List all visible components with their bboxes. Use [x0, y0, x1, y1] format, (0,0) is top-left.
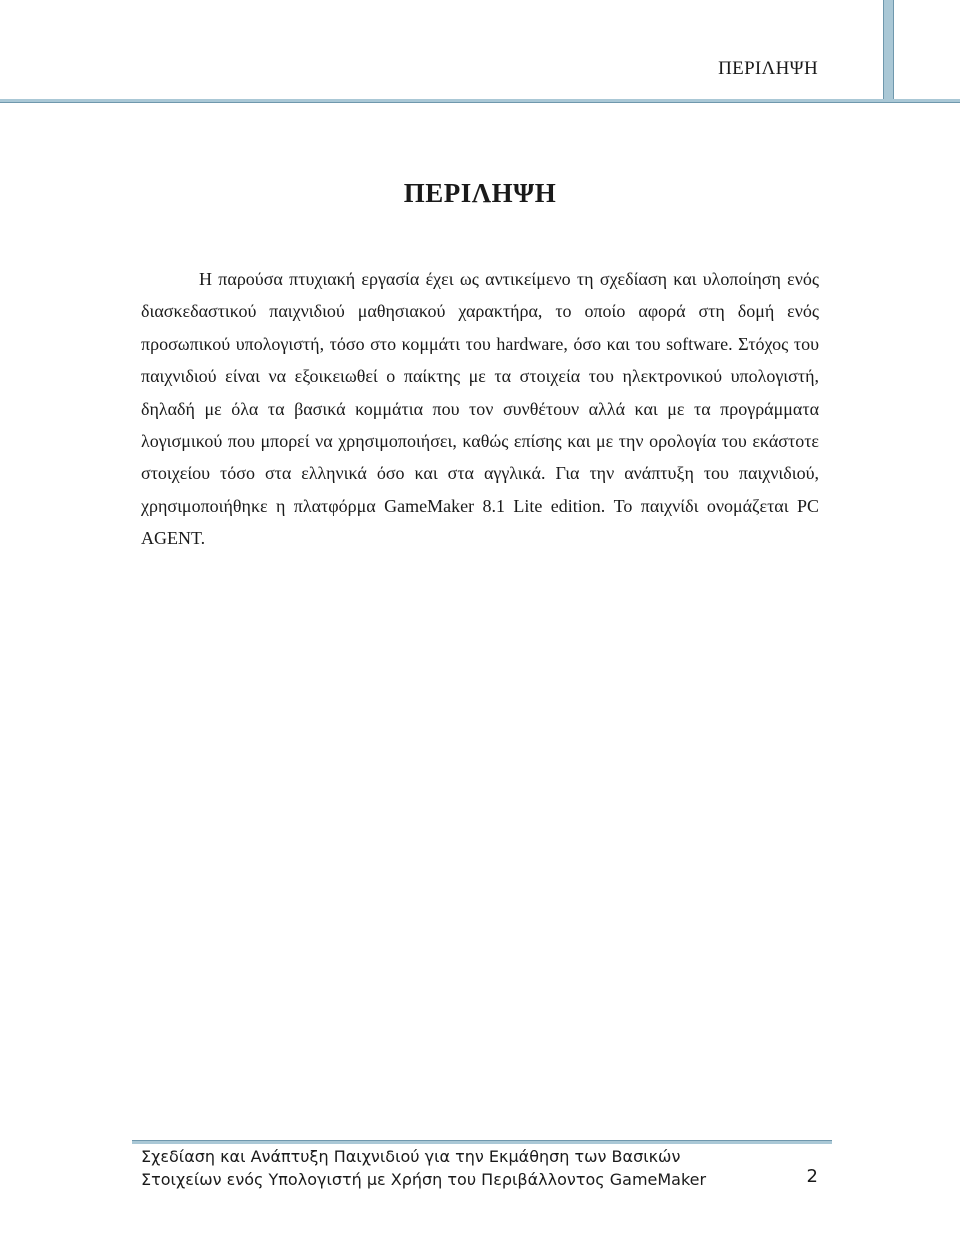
running-header-title: ΠΕΡΙΛΗΨΗ	[718, 58, 818, 79]
footer-title-line-2: Στοιχείων ενός Υπολογιστή με Χρήση του Περιβάλλοντος GameMaker	[141, 1170, 707, 1189]
footer-rule	[132, 1140, 832, 1144]
abstract-paragraph: Η παρούσα πτυχιακή εργασία έχει ως αντικείμενο τη σχεδίαση και υλοποίηση ενός διασκεδαστικού παιχνιδιού μαθησιακού χαρακτήρα, το οποίο αφορά στη δομή ενός προσωπικού υπολογιστή, τόσο στο κομμάτι του hardware, όσο και του software. Στόχος του παιχνιδιού είναι να εξοικειωθεί ο παίκτης με τα στοιχεία του ηλεκτρονικού υπολογιστή, δηλαδή με όλα τα βασικά κομμάτια που τον συνθέτουν αλλά και με τα προγράμματα λογισμικού που μπορεί να χρησιμοποιήσει, καθώς επίσης και με την ορολογία του εκάστοτε στοιχείου τόσο στα ελληνικά όσο και στα αγγλικά. Για την ανάπτυξη του παιχνιδιού, χρησιμοποιήθηκε η πλατφόρμα GameMaker 8.1 Lite edition. Το παιχνίδι ονομάζεται PC AGENT.	[141, 269, 819, 549]
page-number: 2	[806, 1166, 818, 1187]
page-title: ΠΕΡΙΛΗΨΗ	[403, 178, 557, 208]
header-accent-bar	[883, 0, 894, 100]
footer-title-line-1: Σχεδίαση και Ανάπτυξη Παιχνιδιού για την Εκμάθηση των Βασικών	[141, 1147, 681, 1166]
header-rule	[0, 99, 960, 103]
